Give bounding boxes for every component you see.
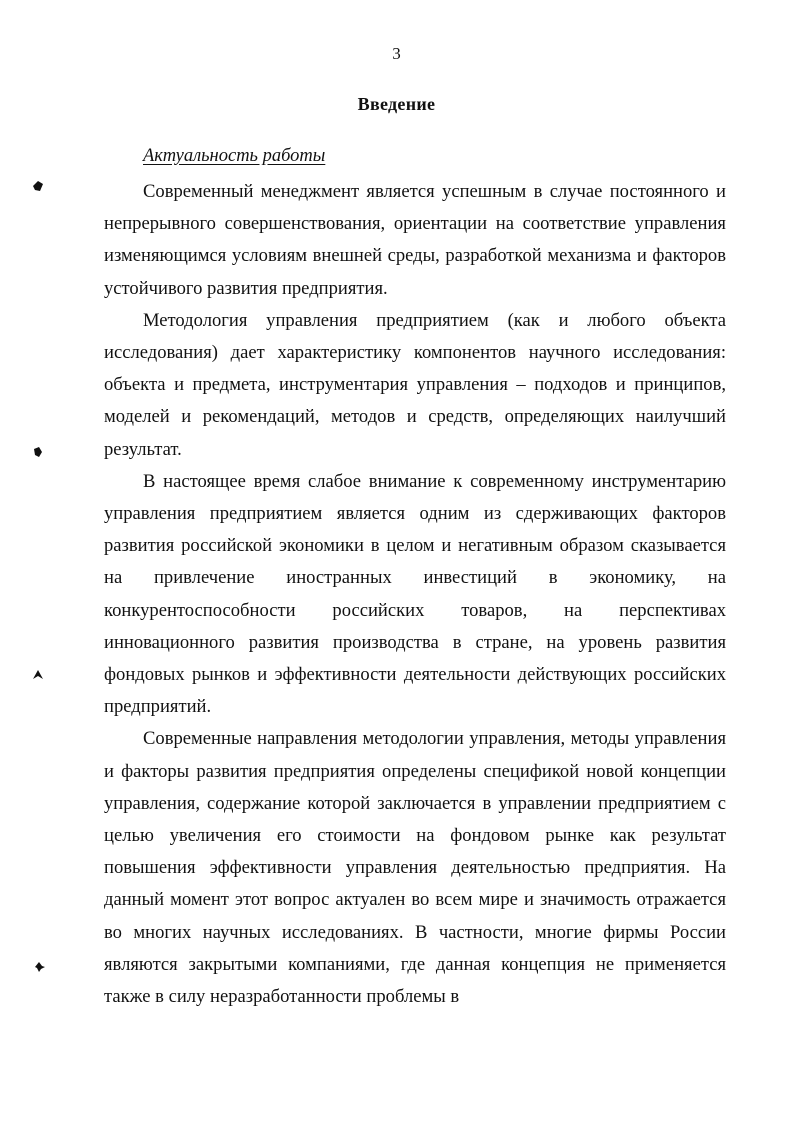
paragraph: Методология управления предприятием (как и любого объекта исследования) дает характеристику компонентов научного исследования: объекта и предмета, инструментария управления – подходов и принципов, моделей и рекомендаций, методов и средств, определяющих наилучший результат.: [104, 309, 726, 460]
scan-mark-icon: [32, 446, 44, 458]
paragraph: Современные направления методологии управления, методы управления и факторы развития предприятия определены спецификой новой концепции управления, содержание которой заключается в управлении предприятием с целью увеличения его стоимости на фондовом рынке как результат повышения эффективности управления деятельностью предприятия. На данный момент этот вопрос актуален во всем мире и значимость отражается во многих научных исследованиях. В частности, многие фирмы России являются закрытыми компаниями, где данная концепция не применяется также в силу неразработанности проблемы в: [104, 728, 726, 1008]
scan-mark-icon: [32, 669, 44, 681]
page-number: 3: [392, 44, 401, 63]
scan-mark-icon: [34, 961, 46, 973]
scan-mark-icon: [32, 180, 44, 192]
paragraph: В настоящее время слабое внимание к современному инструментарию управления предприятием является одним из сдерживающих факторов развития российской экономики в целом и негативным образом сказывается на привлечение иностранных инвестиций в экономику, на конкурентоспособности российских товаров, на перспективах инновационного развития производства в стране, на уровень развития фондовых рынков и эффективности деятельности действующих российских предприятий.: [104, 470, 726, 718]
body-text: [104, 176, 726, 1013]
section-subheading: Актуальность работы: [143, 146, 326, 166]
paragraph: Современный менеджмент является успешным в случае постоянного и непрерывного совершенствования, ориентации на соответствие управления изменяющимся условиям внешней среды, разработкой механизма и факторов устойчивого развития предприятия.: [104, 181, 726, 299]
page-title: Введение: [357, 94, 436, 114]
